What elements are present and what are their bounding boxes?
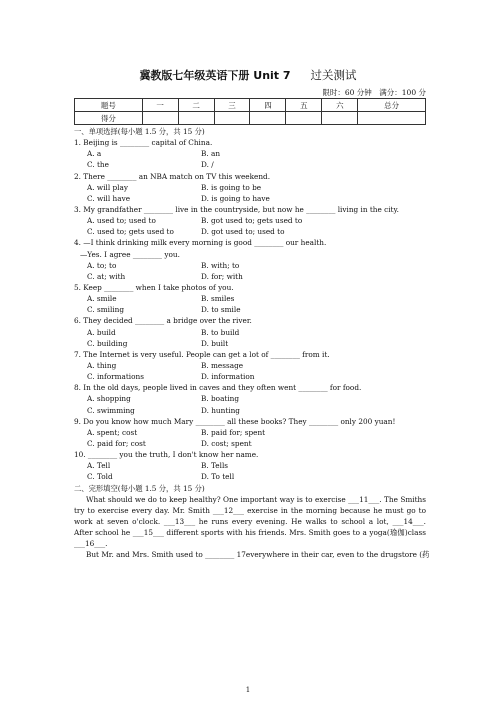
question-stem: 10. ________ you the truth, I don't know her name. [74, 450, 259, 460]
option: D. built [201, 338, 229, 348]
option-row [87, 393, 426, 404]
option-row [87, 338, 426, 349]
score-cell: 三 [214, 99, 250, 112]
option: D. / [201, 160, 214, 170]
option: C. swimming [87, 405, 135, 415]
option: B. to build [201, 327, 240, 337]
score-table-header-row [75, 99, 426, 112]
option-row [87, 159, 426, 170]
option-row [87, 360, 426, 371]
option: B. boating [201, 394, 240, 404]
option: C. at; with [87, 271, 126, 281]
score-cell [250, 112, 286, 125]
option: D. to smile [201, 305, 241, 315]
title-main: 冀教版七年级英语下册 Unit 7 [139, 69, 291, 82]
option-row [87, 460, 426, 471]
option: D. cost; spent [201, 438, 252, 448]
option-row [87, 471, 426, 482]
option: A. shopping [87, 394, 131, 404]
score-table [74, 98, 426, 125]
option: A. spent; cost [87, 427, 138, 437]
score-cell: 一 [142, 99, 178, 112]
option: C. the [87, 160, 109, 170]
page-number: 1 [245, 686, 251, 694]
option: D. is going to have [201, 193, 270, 203]
title-sub: 过关测试 [310, 68, 357, 82]
cloze-passage-continued: But Mr. and Mrs. Smith used to ________ 17everywhere in their car, even to the drugstore (药 [86, 550, 430, 560]
option: B. paid for; spent [201, 427, 266, 437]
cloze-passage: What should we do to keep healthy? One important way is to exercise ___11___. The Smiths try to exercise every day. Mr. Smith ___12___ exercise in the morning because he must go to work at seven o'clock. ___13___ he runs every evening. He walks to school a lot, ___14___. After school he ___15___ different sports with his friends. Mrs. Smith goes to a yoga(瑜伽)class ___16___. [74, 494, 426, 549]
question-stem: 6. They decided ________ a bridge over the river. [74, 316, 252, 326]
section-heading: 一、单项选择(每小题 1.5 分，共 15 分) [74, 127, 205, 136]
score-cell [322, 112, 358, 125]
option: A. thing [87, 360, 117, 370]
option-row [87, 293, 426, 304]
score-cell: 六 [322, 99, 358, 112]
option-row [87, 215, 426, 226]
question-stem: 5. Keep ________ when I take photos of you. [74, 282, 234, 292]
section-heading: 二、完形填空(每小题 1.5 分，共 15 分) [74, 483, 205, 493]
option-row [87, 371, 426, 382]
option: C. paid for; cost [87, 438, 146, 448]
question-stem: 7. The Internet is very useful. People can get a lot of ________ from it. [74, 349, 330, 359]
question-stem: 1. Beijing is ________ capital of China. [74, 138, 213, 148]
time-score-info: 限时：60 分钟 满分：100 分 [322, 88, 426, 97]
score-cell [142, 112, 178, 125]
score-table-score-row [75, 112, 426, 125]
option-row [87, 260, 426, 271]
option: D. got used to; used to [201, 227, 285, 237]
score-cell [358, 112, 426, 125]
option: D. To tell [201, 472, 235, 482]
option-row [87, 438, 426, 449]
option: D. for; with [201, 271, 243, 281]
option: A. smile [87, 294, 117, 304]
option: C. Told [87, 472, 113, 482]
option: A. to; to [87, 260, 117, 270]
score-cell: 二 [178, 99, 214, 112]
option: A. build [87, 327, 116, 337]
option: B. an [201, 149, 221, 159]
option-row [87, 405, 426, 416]
option-row [87, 148, 426, 159]
option: C. smiling [87, 305, 124, 315]
option: A. Tell [87, 461, 111, 471]
score-cell: 总分 [358, 99, 426, 112]
option: C. informations [87, 372, 144, 382]
score-cell: 四 [250, 99, 286, 112]
option-row [87, 304, 426, 315]
score-cell [214, 112, 250, 125]
exam-content [74, 126, 430, 561]
option: C. used to; gets used to [87, 227, 174, 237]
option: A. a [87, 149, 102, 159]
question-stem: 2. There ________ an NBA match on TV this weekend. [74, 171, 271, 181]
question-stem: 8. In the old days, people lived in caves and they often went ________ for food. [74, 383, 362, 393]
score-cell: 题号 [75, 99, 143, 112]
question-stem: 9. Do you know how much Mary ________ all these books? They ________ only 200 yuan! [74, 416, 396, 426]
question-stem-reply: —Yes. I agree ________ you. [80, 249, 180, 259]
option: D. hunting [201, 405, 240, 415]
option-row [87, 193, 426, 204]
option: A. will play [87, 182, 128, 192]
option: B. with; to [201, 260, 240, 270]
question-stem: 3. My grandfather ________ live in the countryside, but now he ________ living in the city. [74, 204, 399, 214]
option: B. Tells [201, 461, 229, 471]
option: B. smiles [201, 294, 235, 304]
option: D. information [201, 372, 255, 382]
score-cell [178, 112, 214, 125]
option: C. will have [87, 193, 131, 203]
option-row [87, 182, 426, 193]
option: B. message [201, 360, 244, 370]
option-row [87, 327, 426, 338]
option: C. building [87, 338, 128, 348]
option: A. used to; used to [87, 216, 156, 226]
question-stem: 4. —I think drinking milk every morning is good ________ our health. [74, 238, 327, 248]
score-cell: 五 [286, 99, 322, 112]
option-row [87, 427, 426, 438]
score-cell [286, 112, 322, 125]
page-title [0, 67, 496, 83]
option-row [87, 226, 426, 237]
score-cell: 得分 [75, 112, 143, 125]
option-row [87, 271, 426, 282]
option: B. got used to; gets used to [201, 216, 303, 226]
option: B. is going to be [201, 182, 262, 192]
